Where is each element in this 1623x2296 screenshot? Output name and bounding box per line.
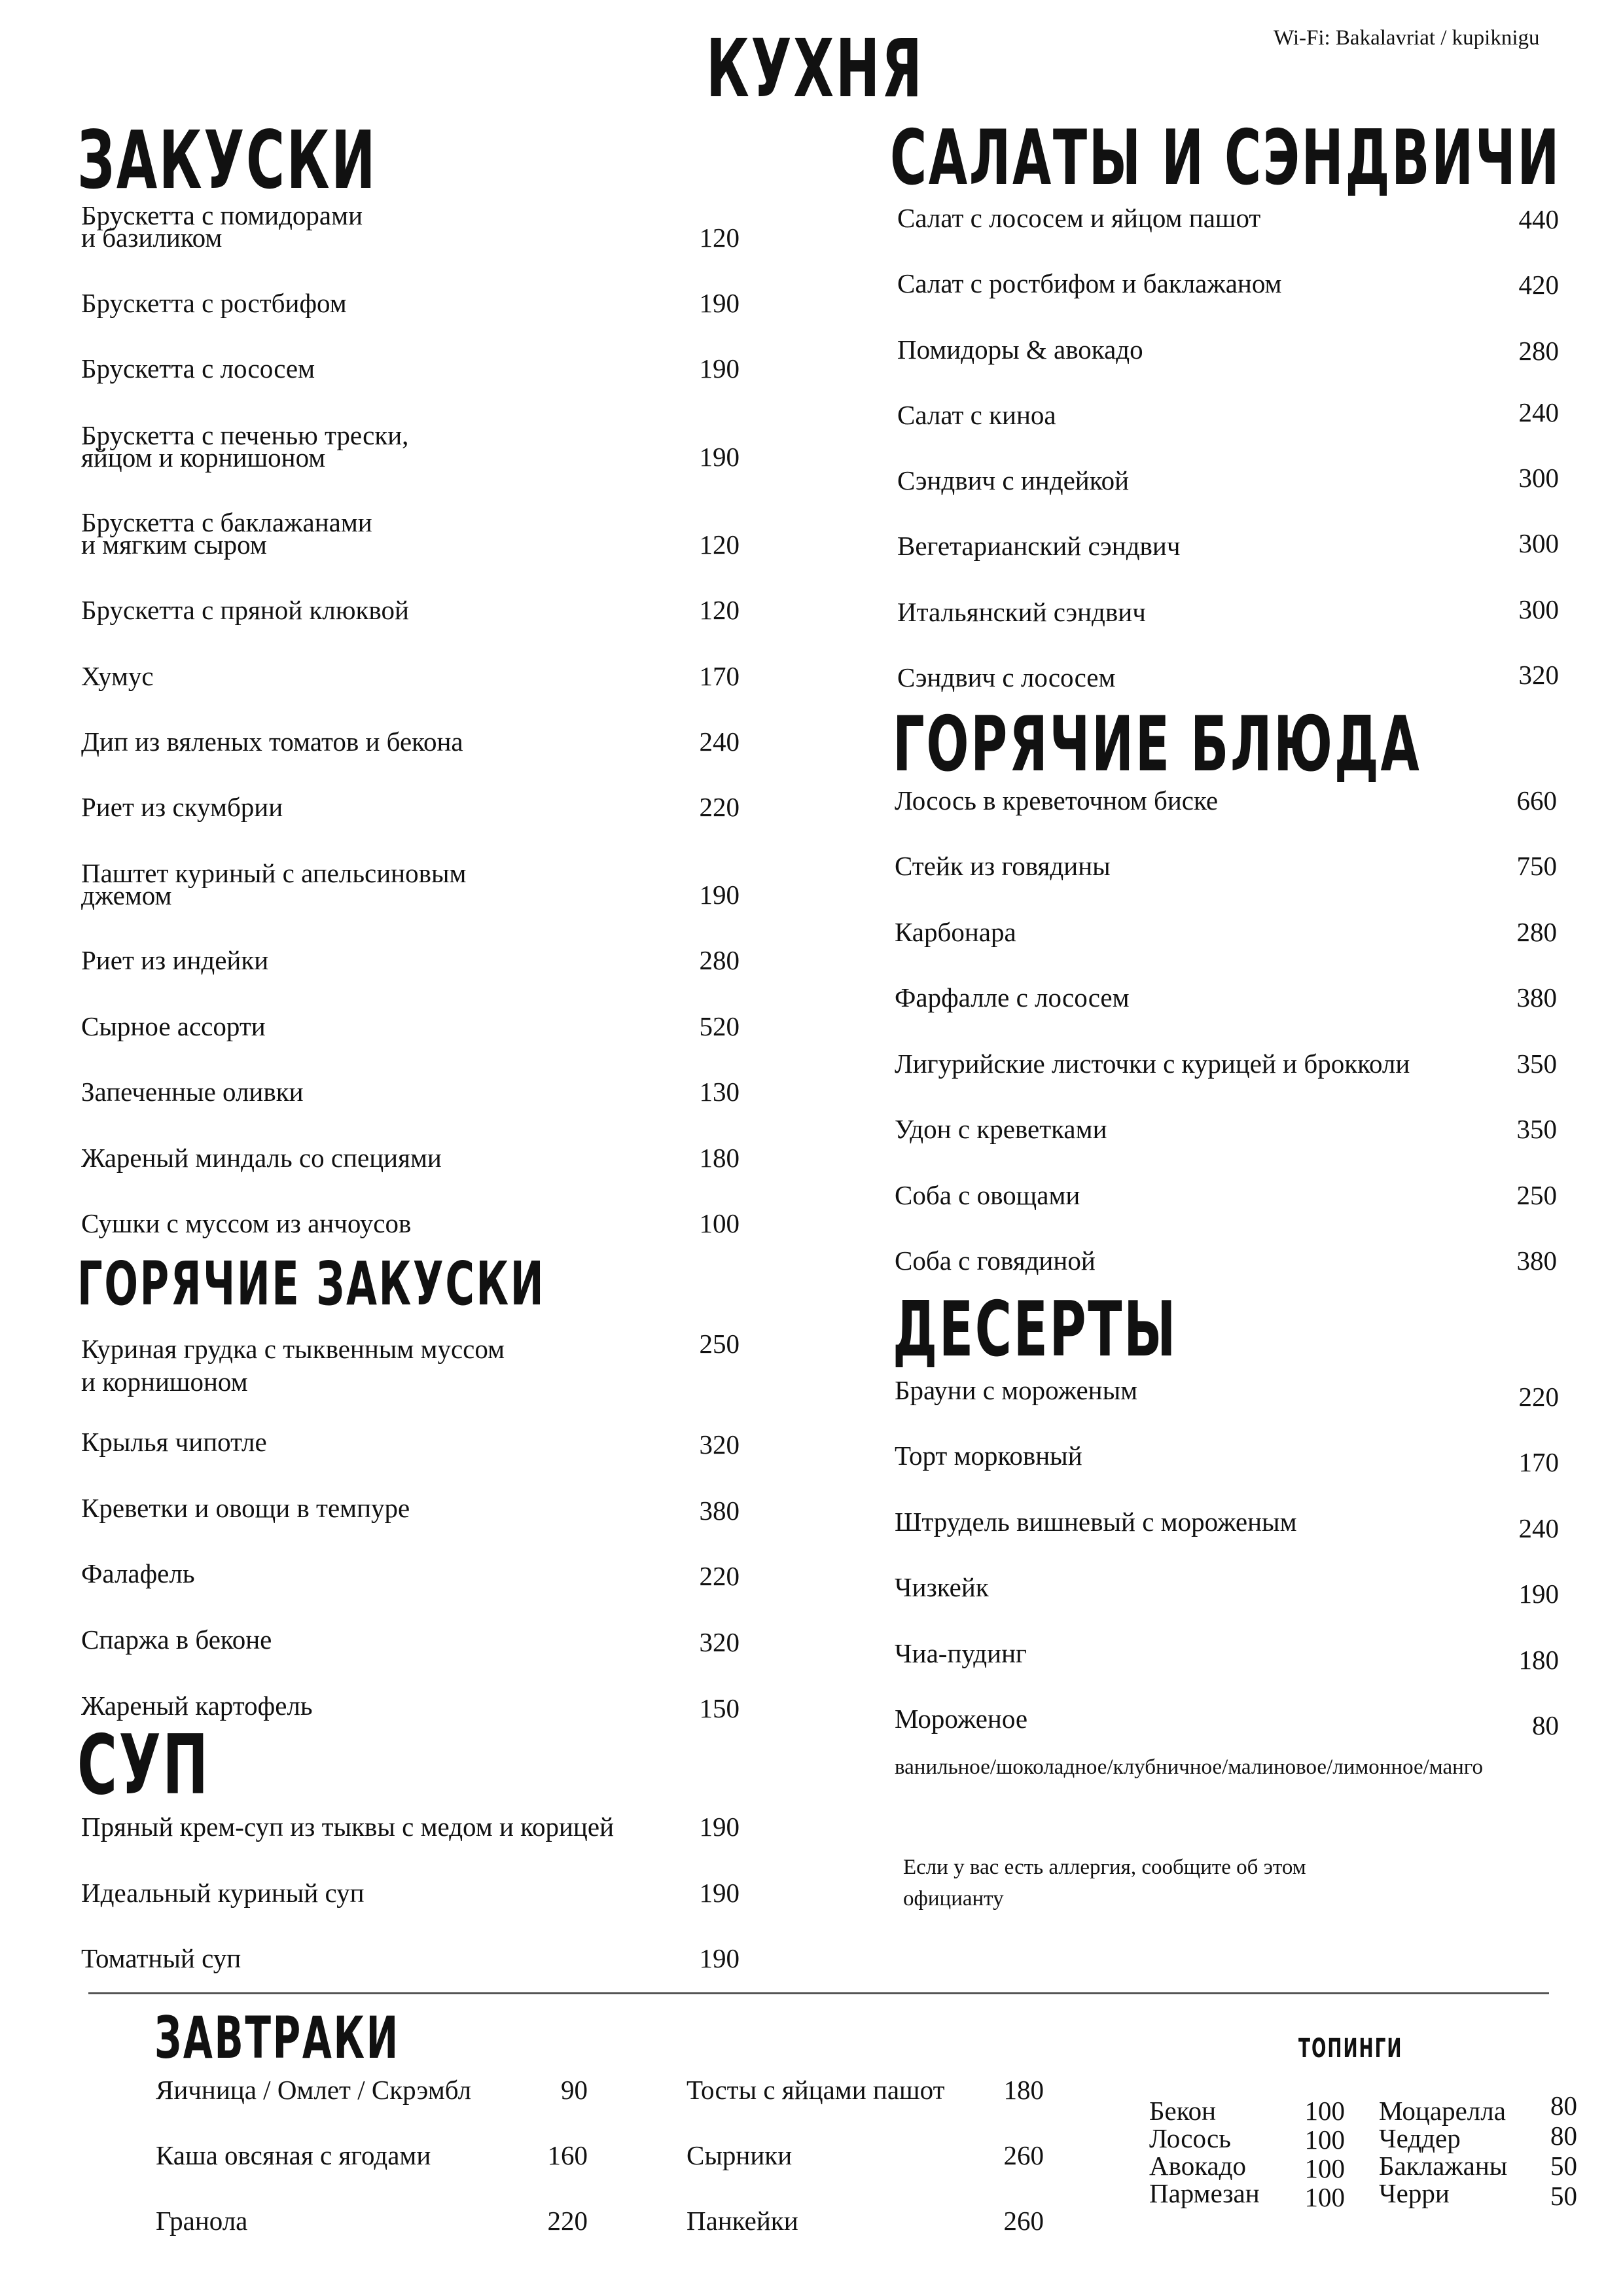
- allergy-note-line: Если у вас есть аллергия, сообщите об этом: [903, 1856, 1306, 1879]
- menu-item: [81, 507, 372, 560]
- menu-item-price: 100: [699, 1208, 740, 1238]
- topping-price: 80: [1550, 2090, 1577, 2121]
- menu-item-price: 160: [547, 2140, 588, 2170]
- menu-item: Сэндвич с индейкой: [897, 465, 1130, 495]
- menu-item-price: 320: [1518, 660, 1559, 690]
- menu-item-price: 180: [699, 1143, 740, 1173]
- menu-item-name-line: и базиликом: [81, 223, 223, 253]
- menu-item: [81, 420, 409, 473]
- menu-item-price: 260: [1003, 2206, 1044, 2236]
- menu-item: Салат с киноа: [897, 400, 1056, 430]
- menu-item: Фарфалле с лососем: [895, 982, 1130, 1013]
- menu-item-name-line: Паштет куриный с апельсиновым: [81, 858, 467, 888]
- menu-item: Гранола: [156, 2206, 248, 2236]
- menu-item: Сырники: [687, 2140, 793, 2170]
- topping-item: Лосось: [1149, 2123, 1231, 2153]
- menu-item-price: 150: [699, 1693, 740, 1723]
- menu-item-price: 250: [699, 1329, 740, 1359]
- menu-item: Панкейки: [687, 2206, 798, 2236]
- menu-item-name-line: Брускетта с печенью трески,: [81, 420, 409, 450]
- allergy-note-line: официанту: [903, 1887, 1004, 1910]
- menu-item-price: 280: [699, 945, 740, 975]
- menu-item-price: 440: [1518, 204, 1559, 234]
- menu-item-price: 420: [1518, 270, 1559, 300]
- topping-item: Чеддер: [1379, 2123, 1461, 2153]
- menu-item: Жареный миндаль со специями: [81, 1143, 442, 1173]
- menu-item: Брускетта с ростбифом: [81, 288, 347, 318]
- menu-item-name-line: Брускетта с помидорами: [81, 200, 363, 230]
- topping-price: 100: [1304, 2096, 1345, 2126]
- menu-item: Чиа-пудинг: [895, 1638, 1027, 1668]
- menu-item: [81, 858, 467, 910]
- menu-item: Брускетта с лососем: [81, 353, 315, 384]
- menu-item: Карбонара: [895, 917, 1016, 947]
- menu-item: Запеченные оливки: [81, 1077, 304, 1107]
- section-title-salads: САЛАТЫ И СЭНДВИЧИ: [890, 114, 1561, 202]
- menu-item-price: 240: [699, 726, 740, 757]
- menu-item: Фалафель: [81, 1558, 195, 1588]
- menu-item-price: 80: [1532, 1710, 1559, 1740]
- menu-item-price: 170: [1518, 1447, 1559, 1477]
- menu-item-price: 120: [699, 223, 740, 253]
- menu-item: Лосось в креветочном биске: [895, 785, 1219, 816]
- menu-item: [81, 200, 363, 253]
- menu-item-price: 380: [1516, 982, 1557, 1013]
- section-title-hot-zakuski: ГОРЯЧИЕ ЗАКУСКИ: [77, 1249, 546, 1319]
- topping-item: Бекон: [1149, 2096, 1217, 2126]
- allergy-note: [903, 1852, 1306, 1914]
- menu-item-name-line: и корнишоном: [81, 1367, 248, 1397]
- menu-item-price: 660: [1516, 785, 1557, 816]
- topping-item: Черри: [1379, 2178, 1450, 2208]
- menu-item-price: 220: [1518, 1382, 1559, 1412]
- menu-item: Помидоры & авокадо: [897, 334, 1143, 365]
- menu-item-price: 220: [699, 1561, 740, 1591]
- menu-item: Вегетарианский сэндвич: [897, 531, 1181, 561]
- menu-item: Риет из скумбрии: [81, 792, 283, 822]
- menu-item: Каша овсяная с ягодами: [156, 2140, 431, 2170]
- menu-item: Крылья чипотле: [81, 1427, 267, 1457]
- menu-item: Салат с ростбифом и баклажаном: [897, 268, 1282, 298]
- divider: [88, 1992, 1549, 1994]
- menu-item: Мороженое: [895, 1704, 1028, 1734]
- menu-item: Сэндвич с лососем: [897, 662, 1116, 692]
- menu-item: Идеальный куриный суп: [81, 1878, 365, 1908]
- menu-item-price: 320: [699, 1429, 740, 1460]
- menu-item-name-line: яйцом и корнишоном: [81, 442, 326, 473]
- menu-item-name-line: Куриная грудка с тыквенным муссом: [81, 1334, 505, 1364]
- menu-item: Чизкейк: [895, 1572, 989, 1602]
- menu-item-price: 190: [699, 880, 740, 910]
- section-title-soup: СУП: [77, 1717, 210, 1813]
- topping-price: 50: [1550, 2151, 1577, 2181]
- menu-item-name-line: и мягким сыром: [81, 529, 267, 560]
- menu-item-name-line: джемом: [81, 880, 172, 910]
- section-title-zakuski: ЗАКУСКИ: [77, 114, 378, 207]
- menu-item-price: 300: [1518, 528, 1559, 558]
- menu-item-price: 190: [699, 1812, 740, 1842]
- menu-item-price: 320: [699, 1627, 740, 1657]
- menu-item: Спаржа в беконе: [81, 1624, 272, 1655]
- menu-item-price: 750: [1516, 851, 1557, 881]
- menu-item: Брускетта с пряной клюквой: [81, 595, 409, 625]
- wifi-info: Wi-Fi: Bakalavriat / kupiknigu: [1274, 26, 1540, 50]
- menu-item: Жареный картофель: [81, 1691, 313, 1721]
- menu-item-price: 380: [1516, 1246, 1557, 1276]
- menu-item-price: 90: [561, 2075, 588, 2105]
- menu-item-price: 190: [1518, 1579, 1559, 1609]
- menu-item-price: 350: [1516, 1114, 1557, 1144]
- menu-item: Соба с говядиной: [895, 1246, 1096, 1276]
- menu-item: Соба с овощами: [895, 1180, 1080, 1210]
- menu-item: Сушки с муссом из анчоусов: [81, 1208, 412, 1238]
- menu-item: Риет из индейки: [81, 945, 269, 975]
- menu-item-price: 300: [1518, 463, 1559, 493]
- topping-price: 100: [1304, 2153, 1345, 2183]
- menu-item-price: 190: [699, 288, 740, 318]
- menu-item: Тосты с яйцами пашот: [687, 2075, 945, 2105]
- menu-item-price: 120: [699, 595, 740, 625]
- menu-item-price: 300: [1518, 594, 1559, 624]
- menu-item-name-line: Брускетта с баклажанами: [81, 507, 372, 537]
- topping-item: Моцарелла: [1379, 2096, 1506, 2126]
- section-title-breakfast: ЗАВТРАКИ: [154, 2004, 400, 2072]
- menu-item-price: 220: [699, 792, 740, 822]
- topping-price: 100: [1304, 2125, 1345, 2155]
- topping-price: 100: [1304, 2182, 1345, 2212]
- menu-item-price: 130: [699, 1077, 740, 1107]
- topping-price: 50: [1550, 2181, 1577, 2211]
- menu-item-price: 350: [1516, 1049, 1557, 1079]
- menu-item: Штрудель вишневый с мороженым: [895, 1507, 1297, 1537]
- menu-item-price: 380: [699, 1496, 740, 1526]
- menu-item-price: 170: [699, 661, 740, 691]
- page-title: КУХНЯ: [706, 22, 924, 115]
- menu-item-price: 280: [1518, 336, 1559, 366]
- menu-item: Томатный суп: [81, 1943, 241, 1973]
- menu-item: Хумус: [81, 661, 154, 691]
- menu-item: Стейк из говядины: [895, 851, 1111, 881]
- menu-item: Яичница / Омлет / Скрэмбл: [156, 2075, 472, 2105]
- menu-item-price: 520: [699, 1011, 740, 1041]
- menu-item-price: 190: [699, 1943, 740, 1973]
- topping-item: Пармезан: [1149, 2178, 1260, 2208]
- menu-item-price: 250: [1516, 1180, 1557, 1210]
- ice-cream-flavors: ванильное/шоколадное/клубничное/малиновое/лимонное/манго: [895, 1755, 1483, 1779]
- section-title-desserts: ДЕСЕРТЫ: [893, 1285, 1178, 1374]
- menu-item-price: 180: [1003, 2075, 1044, 2105]
- topping-item: Авокадо: [1149, 2151, 1247, 2181]
- menu-item-price: 220: [547, 2206, 588, 2236]
- menu-item: Удон с креветками: [895, 1114, 1107, 1144]
- menu-item: Дип из вяленых томатов и бекона: [81, 726, 463, 757]
- menu-item: Итальянский сэндвич: [897, 597, 1146, 627]
- menu-item-price: 190: [699, 442, 740, 472]
- menu-item-price: 260: [1003, 2140, 1044, 2170]
- menu-item-price: 240: [1518, 1513, 1559, 1543]
- menu-item: Лигурийские листочки с курицей и брокколи: [895, 1049, 1410, 1079]
- menu-item-price: 180: [1518, 1645, 1559, 1675]
- menu-item: Креветки и овощи в темпуре: [81, 1493, 410, 1523]
- topping-item: Баклажаны: [1379, 2151, 1508, 2181]
- section-title-toppings: ТОПИНГИ: [1298, 2034, 1403, 2064]
- menu-item: Торт морковный: [895, 1441, 1082, 1471]
- menu-item: [81, 1333, 505, 1398]
- menu-item-price: 190: [699, 353, 740, 384]
- menu-item: Салат с лососем и яйцом пашот: [897, 203, 1261, 233]
- menu-item: Брауни с мороженым: [895, 1375, 1138, 1405]
- topping-price: 80: [1550, 2121, 1577, 2151]
- menu-item-price: 190: [699, 1878, 740, 1908]
- menu-item-price: 240: [1518, 397, 1559, 427]
- menu-item-price: 120: [699, 529, 740, 560]
- menu-item-price: 280: [1516, 917, 1557, 947]
- menu-item: Сырное ассорти: [81, 1011, 266, 1041]
- menu-item: Пряный крем-суп из тыквы с медом и корицей: [81, 1812, 615, 1842]
- section-title-hot-dishes: ГОРЯЧИЕ БЛЮДА: [893, 700, 1421, 789]
